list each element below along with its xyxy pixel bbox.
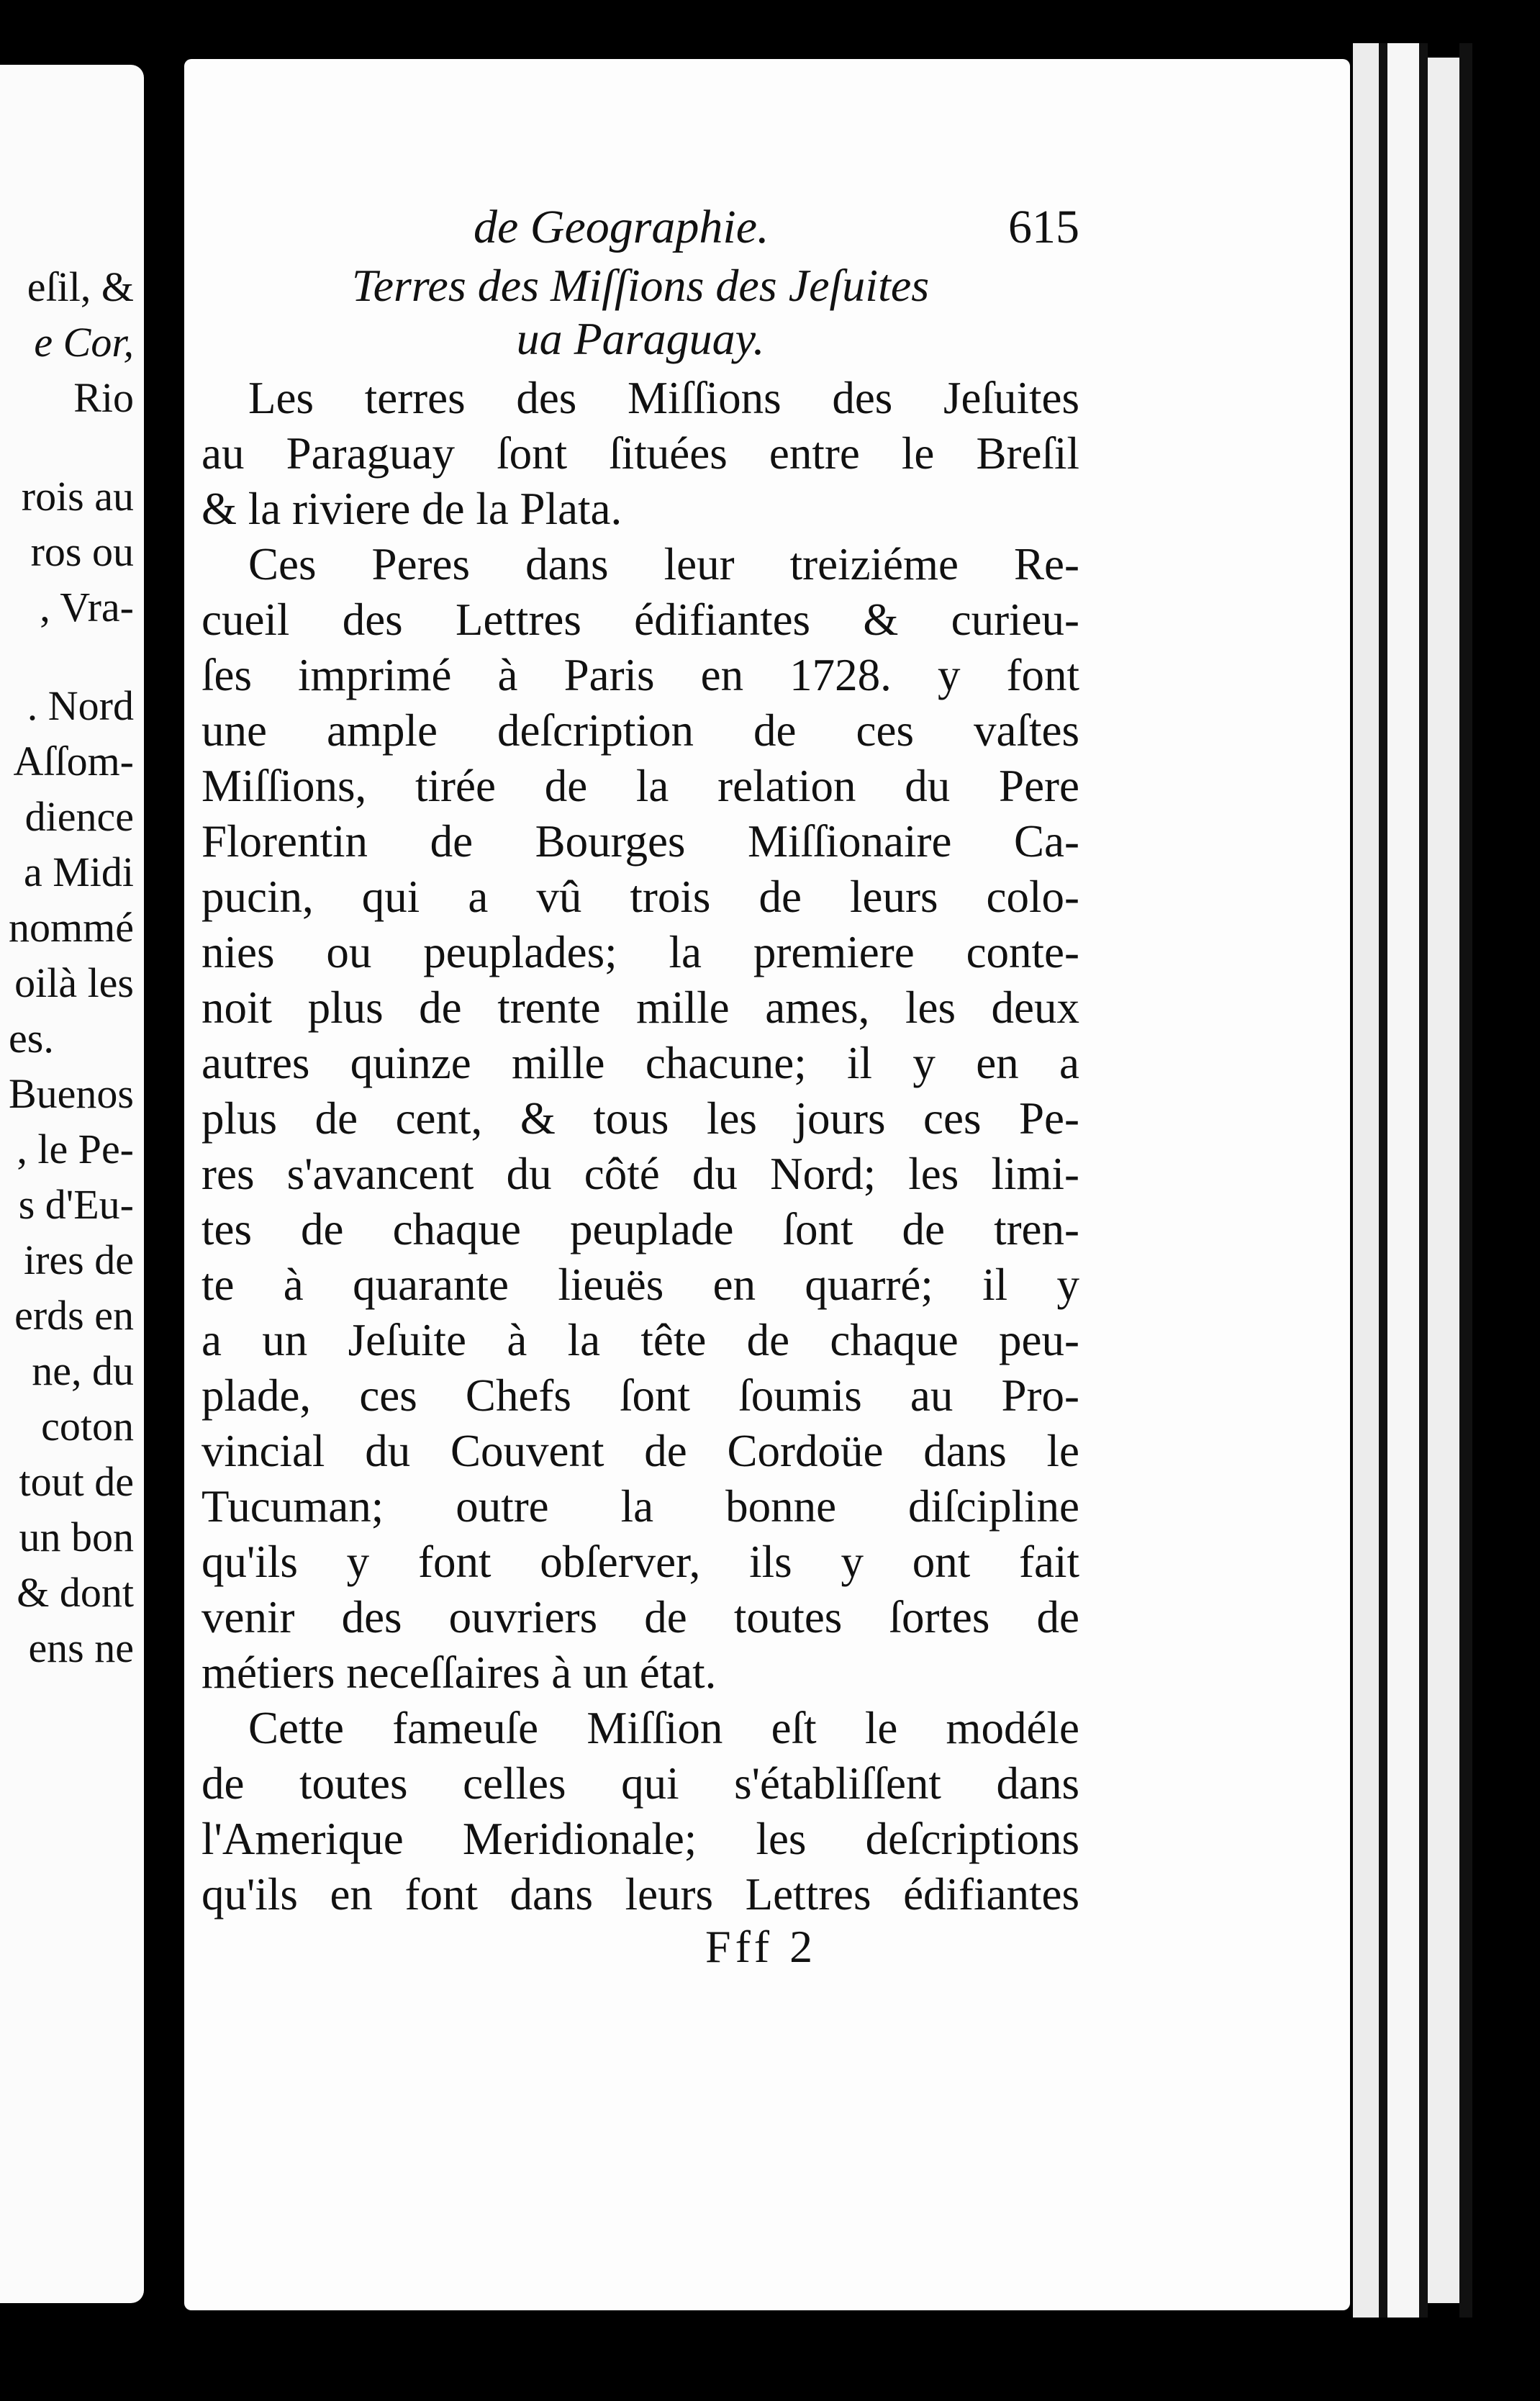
text-line: a Midi bbox=[23, 849, 134, 895]
text-line: vincial du Couvent de Cordoüe dans le bbox=[201, 1426, 1079, 1476]
text-line: eſil, & bbox=[27, 263, 134, 310]
running-title: de Geographie. bbox=[474, 201, 769, 253]
page-edge bbox=[1353, 43, 1379, 2318]
text-line: Rio bbox=[73, 374, 134, 421]
text-line: nies ou peuplades; la premiere conte- bbox=[201, 927, 1079, 977]
signature-mark: Fff 2 bbox=[705, 1921, 817, 1972]
text-line: , Vra- bbox=[40, 584, 134, 630]
text-line: & dont bbox=[17, 1569, 134, 1616]
text-line: métiers neceſſaires à un état. bbox=[201, 1647, 717, 1698]
text-line: res s'avancent du côté du Nord; les limi- bbox=[201, 1149, 1079, 1199]
text-line: ſes imprimé à Paris en 1728. y font bbox=[201, 650, 1079, 700]
text-line: plade, ces Chefs ſont ſoumis au Pro- bbox=[201, 1370, 1079, 1421]
text-line: un bon bbox=[19, 1514, 134, 1560]
text-line: l'Amerique Meridionale; les deſcriptions bbox=[201, 1814, 1079, 1864]
text-line: a un Jeſuite à la tête de chaque peu- bbox=[201, 1315, 1079, 1365]
text-line: au Paraguay ſont ſituées entre le Breſil bbox=[201, 428, 1079, 479]
text-line: pucin, qui a vû trois de leurs colo- bbox=[201, 872, 1079, 922]
text-line: qu'ils y font obſerver, ils y ont fait bbox=[201, 1537, 1079, 1587]
text-line: qu'ils en font dans leurs Lettres édifiantes bbox=[201, 1869, 1079, 1920]
text-line: es. bbox=[9, 1015, 54, 1062]
text-line: , le Pe- bbox=[17, 1126, 134, 1172]
text-line: plus de cent, & tous les jours ces Pe- bbox=[201, 1093, 1079, 1144]
page-number: 615 bbox=[1008, 201, 1079, 253]
text-line: erds en bbox=[14, 1292, 134, 1339]
text-line: une ample deſcription de ces vaſtes bbox=[201, 705, 1079, 756]
previous-page-text bbox=[9, 259, 134, 1676]
text-line: venir des ouvriers de toutes ſortes de bbox=[201, 1592, 1079, 1642]
text-line: tout de bbox=[19, 1458, 134, 1505]
text-line: Miſſions, tirée de la relation du Pere bbox=[201, 761, 1079, 811]
text-line: de toutes celles qui s'établiſſent dans bbox=[201, 1758, 1079, 1809]
text-line: coton bbox=[41, 1403, 134, 1450]
text-line: ne, du bbox=[32, 1347, 134, 1394]
page-edge-shadow bbox=[1459, 43, 1472, 2318]
section-heading bbox=[201, 259, 1079, 366]
paragraph bbox=[201, 371, 1079, 537]
running-head bbox=[461, 200, 1079, 258]
text-line: Florentin de Bourges Miſſionaire Ca- bbox=[201, 816, 1079, 867]
page-edge-shadow bbox=[1379, 43, 1387, 2318]
text-line: & la riviere de la Plata. bbox=[201, 484, 622, 534]
book-gutter bbox=[144, 0, 187, 2401]
text-line: ros ou bbox=[30, 528, 134, 575]
paragraph bbox=[201, 1701, 1079, 1922]
text-line: te à quarante lieuës en quarré; il y bbox=[201, 1260, 1079, 1310]
text-line: tes de chaque peuplade ſont de tren- bbox=[201, 1204, 1079, 1254]
previous-page bbox=[0, 65, 144, 2303]
paragraph bbox=[201, 537, 1079, 1701]
page-edge bbox=[1387, 43, 1419, 2318]
text-line: Cette fameuſe Miſſion eſt le modéle bbox=[248, 1703, 1079, 1753]
text-line: noit plus de trente mille ames, les deux bbox=[201, 982, 1079, 1033]
text-line: s d'Eu- bbox=[18, 1181, 134, 1228]
text-line: dience bbox=[24, 793, 134, 840]
text-line: oilà les bbox=[14, 959, 134, 1006]
text-line: nommé bbox=[9, 904, 134, 951]
text-line: rois au bbox=[21, 473, 134, 520]
text-line: ires de bbox=[24, 1236, 134, 1283]
page-edge-shadow bbox=[1419, 43, 1428, 2318]
heading-line: ua Paraguay. bbox=[516, 313, 765, 364]
text-line: Buenos bbox=[9, 1070, 134, 1117]
text-line: Tucuman; outre la bonne diſcipline bbox=[201, 1481, 1079, 1532]
text-line: Les terres des Miſſions des Jeſuites bbox=[248, 373, 1079, 423]
text-line: autres quinze mille chacune; il y en a bbox=[201, 1038, 1079, 1088]
text-line: Ces Peres dans leur treiziéme Re- bbox=[248, 539, 1079, 589]
page-edge bbox=[1428, 58, 1459, 2303]
text-line: cueil des Lettres édifiantes & curieu- bbox=[201, 594, 1079, 645]
text-line: e Cor, bbox=[34, 319, 134, 366]
text-line: ens ne bbox=[28, 1624, 134, 1671]
body-text bbox=[201, 371, 1079, 1922]
text-line: Aſſom- bbox=[13, 738, 134, 784]
text-line: . Nord bbox=[27, 682, 134, 729]
heading-line: Terres des Miſſions des Jeſuites bbox=[351, 260, 930, 311]
